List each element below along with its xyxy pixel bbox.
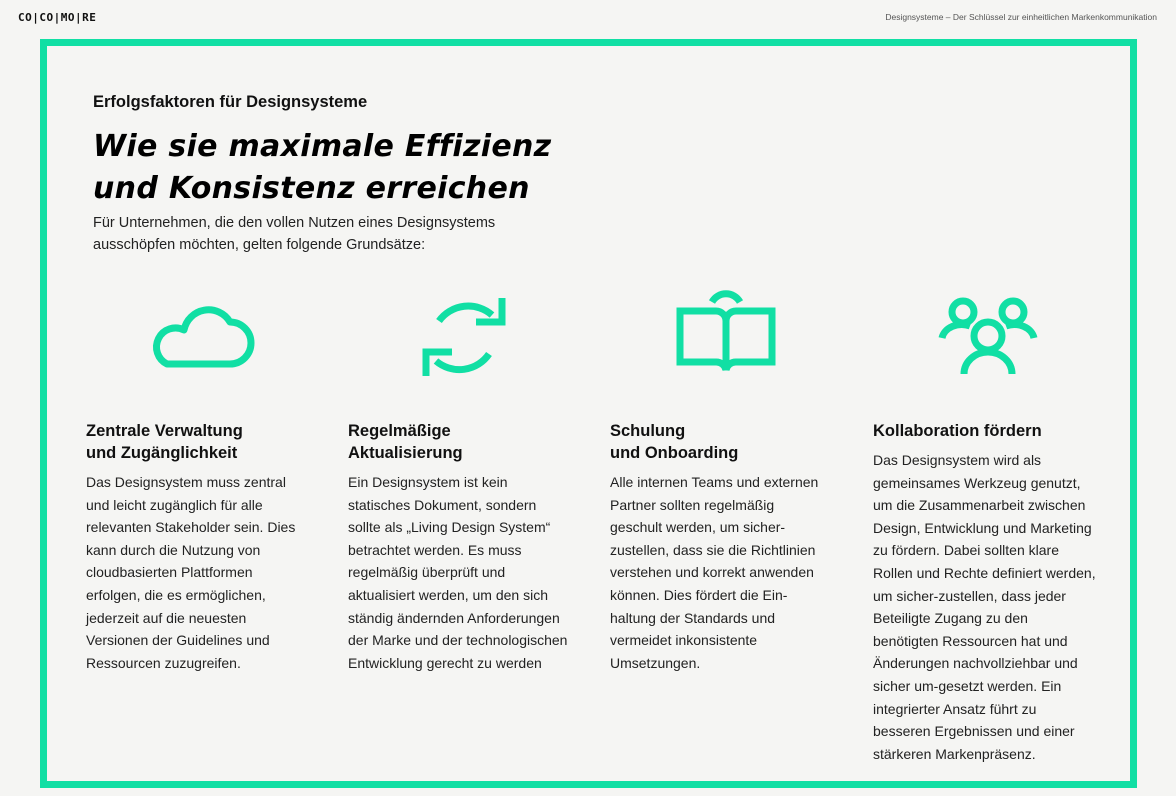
body-line: Design, Entwicklung und Marketing xyxy=(873,519,1092,536)
body-line: Rollen und Rechte definiert werden, xyxy=(873,564,1096,581)
column-collaboration xyxy=(873,420,1113,765)
content-frame xyxy=(40,39,1137,788)
body-line: Das Designsystem wird als xyxy=(873,452,1042,468)
heading-line-2: und Zugänglichkeit xyxy=(86,444,238,462)
heading-line-1: Zentrale Verwaltung xyxy=(86,422,243,440)
body-line: verstehen und korrekt anwenden xyxy=(610,564,814,581)
body-line: um sicher-zustellen, dass jeder xyxy=(873,587,1066,604)
body-line: betrachtet werden. Es muss xyxy=(348,541,522,558)
heading-line-1: Schulung xyxy=(610,422,686,440)
title-line-1: Wie sie maximale Effizienz xyxy=(93,129,552,164)
body-line: zustellen, dass sie die Richtlinien xyxy=(610,541,816,558)
body-line: um die Zusammenarbeit zwischen xyxy=(873,497,1086,514)
column-regular-updates xyxy=(348,420,580,674)
intro-line-1: Für Unternehmen, die den vollen Nutzen eines Designsystems xyxy=(93,215,496,231)
intro-text xyxy=(93,212,513,256)
refresh-icon xyxy=(404,286,524,386)
body-line: der Marke und der technologischen xyxy=(348,632,568,649)
body-line: können. Dies fördert die Ein- xyxy=(610,586,788,603)
team-icon xyxy=(928,286,1048,386)
body-line: Änderungen nachvollziehbar und xyxy=(873,655,1078,672)
intro-line-2: ausschöpfen möchten, gelten folgende Grundsätze: xyxy=(93,237,426,253)
body-line: regelmäßig überprüft und xyxy=(348,564,506,581)
column-heading xyxy=(348,420,580,464)
heading-line-2: Aktualisierung xyxy=(348,444,463,462)
column-central-management xyxy=(86,420,318,674)
column-body xyxy=(873,449,1113,765)
body-line: erfolgen, die es ermöglichen, xyxy=(86,586,266,603)
body-line: integrierter Ansatz führt zu xyxy=(873,700,1037,717)
body-line: sicher um-gesetzt werden. Ein xyxy=(873,677,1062,694)
heading-line-1: Kollaboration fördern xyxy=(873,422,1042,440)
body-line: geschult werden, um sicher- xyxy=(610,519,786,536)
section-kicker: Erfolgsfaktoren für Designsysteme xyxy=(93,93,368,111)
body-line: Umsetzungen. xyxy=(610,654,701,671)
body-line: statisches Dokument, sondern xyxy=(348,496,537,513)
body-line: Beteiligte Zugang zu den xyxy=(873,610,1028,627)
body-line: Ressourcen zuzugreifen. xyxy=(86,654,241,671)
body-line: jederzeit auf die neuesten xyxy=(86,609,247,626)
body-line: und leicht zugänglich für alle xyxy=(86,496,263,513)
book-icon xyxy=(666,286,786,386)
column-training-onboarding xyxy=(610,420,842,674)
body-line: stärkeren Markenpräsenz. xyxy=(873,745,1036,762)
body-line: zu fördern. Dabei sollten klare xyxy=(873,542,1059,559)
heading-line-1: Regelmäßige xyxy=(348,422,451,440)
body-line: Das Designsystem muss zentral xyxy=(86,474,286,490)
column-heading xyxy=(873,420,1113,442)
column-heading xyxy=(86,420,318,464)
body-line: vermeidet inkonsistente xyxy=(610,632,758,649)
body-line: Ein Designsystem ist kein xyxy=(348,474,508,490)
body-line: gemeinsames Werkzeug genutzt, xyxy=(873,474,1081,491)
body-line: besseren Ergebnissen und einer xyxy=(873,723,1075,740)
body-line: Partner sollten regelmäßig xyxy=(610,496,775,513)
body-line: aktualisiert werden, um den sich xyxy=(348,586,548,603)
body-line: benötigten Ressourcen hat und xyxy=(873,632,1068,649)
page-title xyxy=(93,126,653,210)
body-line: Alle internen Teams und externen xyxy=(610,474,819,490)
column-body xyxy=(610,471,842,674)
body-line: kann durch die Nutzung von xyxy=(86,541,261,558)
body-line: Versionen der Guidelines und xyxy=(86,632,270,649)
column-heading xyxy=(610,420,842,464)
document-subtitle: Designsysteme – Der Schlüssel zur einheitlichen Markenkommunikation xyxy=(885,12,1157,22)
body-line: relevanten Stakeholder sein. Dies xyxy=(86,519,296,536)
body-line: cloudbasierten Plattformen xyxy=(86,564,253,581)
heading-line-2: und Onboarding xyxy=(610,444,739,462)
brand-logo: CO|CO|MO|RE xyxy=(18,11,97,24)
body-line: ständig ändernden Anforderungen xyxy=(348,609,560,626)
column-body xyxy=(86,471,318,674)
body-line: haltung der Standards und xyxy=(610,609,776,626)
cloud-icon xyxy=(142,286,262,386)
title-line-2: und Konsistenz erreichen xyxy=(93,171,530,206)
body-line: sollte als „Living Design System“ xyxy=(348,519,551,536)
column-body xyxy=(348,471,580,674)
body-line: Entwicklung gerecht zu werden xyxy=(348,654,542,671)
